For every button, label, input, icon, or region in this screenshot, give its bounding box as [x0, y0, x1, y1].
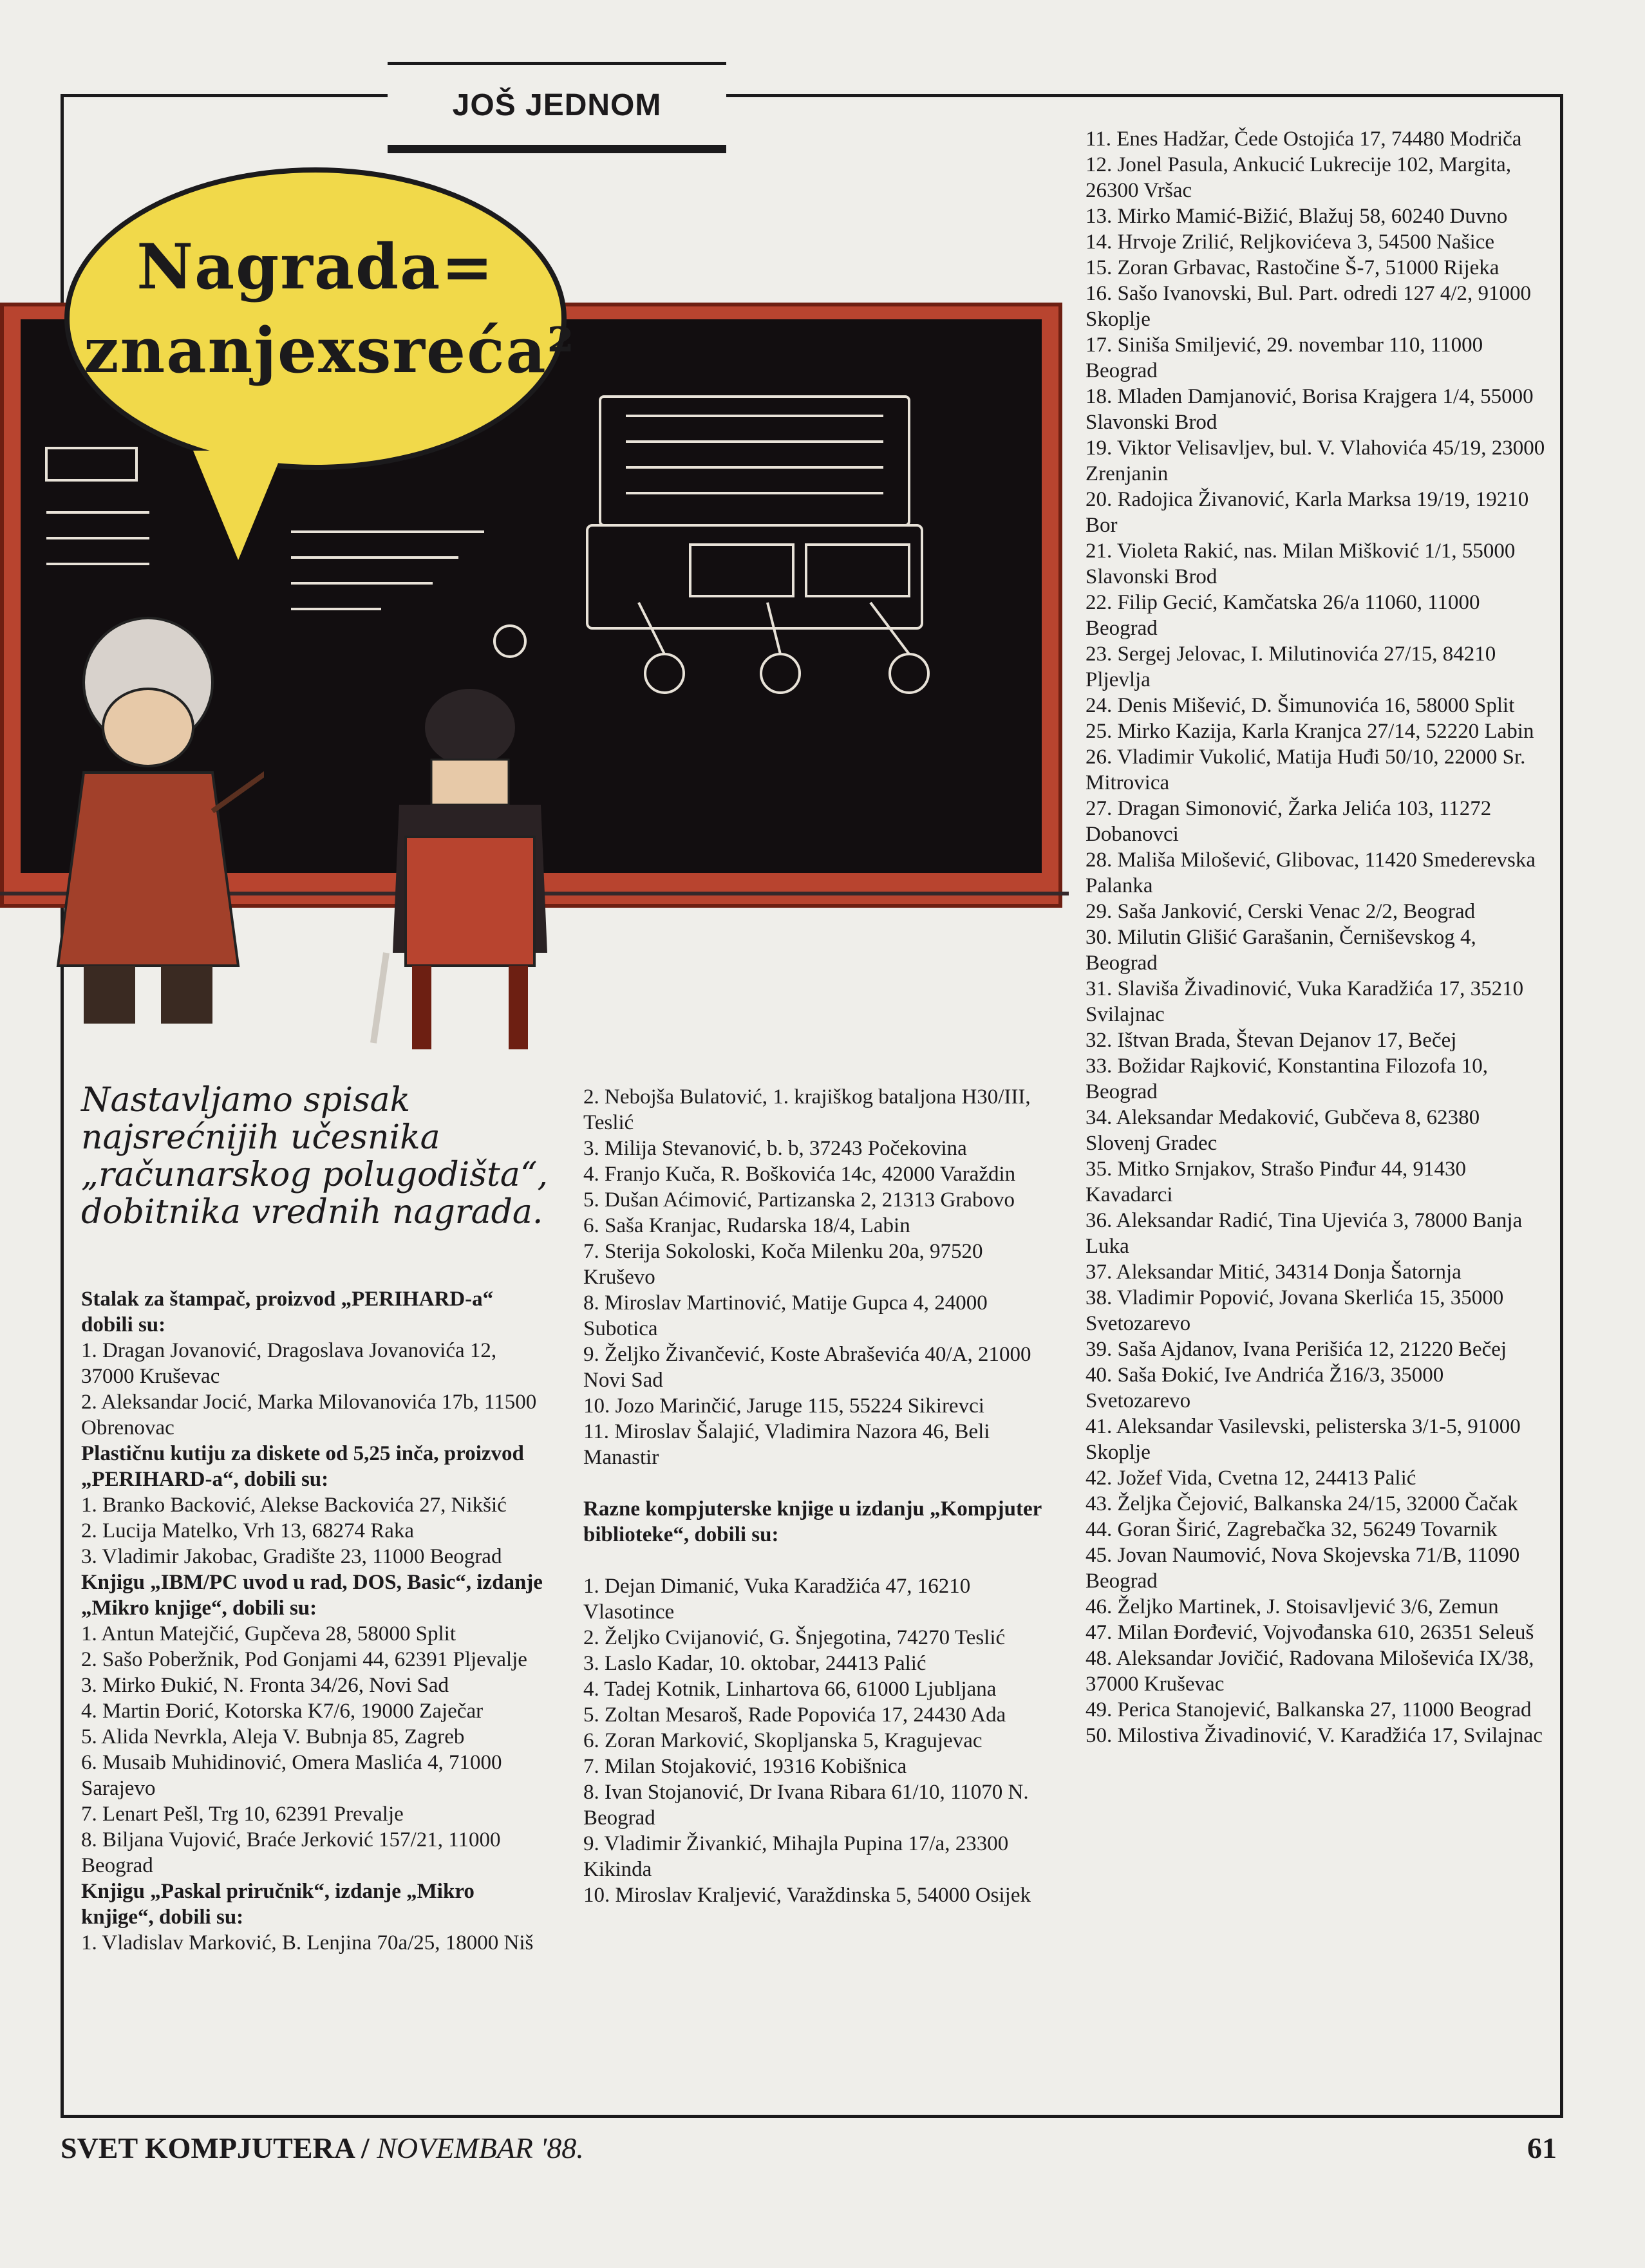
spacer: [583, 1470, 1044, 1496]
winner-entry: 14. Hrvoje Zrilić, Reljkovićeva 3, 54500 Našice: [1086, 230, 1495, 254]
winner-entry: 12. Jonel Pasula, Ankucić Lukrecije 102, Margita, 26300 Vršac: [1086, 153, 1512, 202]
magazine-name: SVET KOMPJUTERA /: [61, 2132, 370, 2164]
winner-entry: 5. Alida Nevrkla, Aleja V. Bubnja 85, Zagreb: [81, 1725, 465, 1748]
winner-entry: 9. Željko Živančević, Koste Abraševića 40/A, 21000 Novi Sad: [583, 1343, 1031, 1392]
winner-entry: 44. Goran Širić, Zagrebačka 32, 56249 Tovarnik: [1086, 1518, 1498, 1541]
winner-entry: 21. Violeta Rakić, nas. Milan Mišković 1/1, 55000 Slavonski Brod: [1086, 539, 1516, 588]
intro-text: Nastavljamo spisak najsrećnijih učesnika „računarskog polugodišta“, dobitnika vrednih nagrada.: [81, 1081, 549, 1232]
winner-entry: 4. Tadej Kotnik, Linhartova 66, 61000 Ljubljana: [583, 1678, 997, 1701]
winner-entry: 45. Jovan Naumović, Nova Skojevska 71/B, 11090 Beograd: [1086, 1544, 1520, 1593]
winner-entry: 26. Vladimir Vukolić, Matija Huđi 50/10, 22000 Sr. Mitrovica: [1086, 745, 1526, 794]
winner-entry: 36. Aleksandar Radić, Tina Ujevića 3, 78000 Banja Luka: [1086, 1209, 1523, 1258]
page-number: 61: [1527, 2132, 1557, 2164]
winner-entry: 17. Siniša Smiljević, 29. novembar 110, 11000 Beograd: [1086, 333, 1483, 382]
winner-entry: 22. Filip Gecić, Kamčatska 26/a 11060, 11000 Beograd: [1086, 591, 1480, 640]
illustration: [0, 155, 1082, 1069]
winner-entry: 2. Nebojša Bulatović, 1. krajiškog bataljona H30/III, Teslić: [583, 1085, 1031, 1134]
winner-entry: 35. Mitko Srnjakov, Strašo Pinđur 44, 91430 Kavadarci: [1086, 1157, 1466, 1206]
winner-entry: 1. Vladislav Marković, B. Lenjina 70a/25, 18000 Niš: [81, 1931, 534, 1954]
winner-entry: 6. Zoran Marković, Skopljanska 5, Kragujevac: [583, 1729, 982, 1752]
winner-entry: 48. Aleksandar Jovičić, Radovana Miloševića IX/38, 37000 Kruševac: [1086, 1647, 1534, 1696]
winner-entry: 2. Željko Cvijanović, G. Šnjegotina, 74270 Teslić: [583, 1626, 1006, 1649]
winner-entry: 46. Željko Martinek, J. Stoisavljević 3/6, Zemun: [1086, 1595, 1499, 1618]
issue-date: NOVEMBAR '88.: [377, 2132, 584, 2164]
winner-entry: 16. Sašo Ivanovski, Bul. Part. odredi 127 4/2, 91000 Skoplje: [1086, 282, 1532, 331]
winner-entry: 31. Slaviša Živadinović, Vuka Karadžića 17, 35210 Svilajnac: [1086, 977, 1524, 1026]
winner-entry: 39. Saša Ajdanov, Ivana Perišića 12, 21220 Bečej: [1086, 1338, 1507, 1361]
winner-entry: 11. Miroslav Šalajić, Vladimira Nazora 46, Beli Manastir: [583, 1420, 990, 1469]
winner-entry: 20. Radojica Živanović, Karla Marksa 19/19, 19210 Bor: [1086, 488, 1529, 537]
winner-entry: 7. Lenart Pešl, Trg 10, 62391 Prevalje: [81, 1803, 404, 1826]
winner-entry: 33. Božidar Rajković, Konstantina Filozofa 10, Beograd: [1086, 1054, 1489, 1103]
section-label: JOŠ JEDNOM: [388, 62, 726, 153]
winner-entry: 4. Franjo Kuča, R. Boškovića 14c, 42000 Varaždin: [583, 1163, 1016, 1186]
winner-entry: 5. Zoltan Mesaroš, Rade Popovića 17, 24430 Ada: [583, 1703, 1006, 1727]
winner-entry: 11. Enes Hadžar, Čede Ostojića 17, 74480 Modriča: [1086, 127, 1522, 151]
winner-entry: 7. Sterija Sokoloski, Koča Milenku 20a, 97520 Kruševo: [583, 1240, 983, 1289]
winner-entry: 6. Musaib Muhidinović, Omera Maslića 4, 71000 Sarajevo: [81, 1751, 502, 1800]
professor-figure: [32, 605, 264, 1056]
winner-entry: 25. Mirko Kazija, Karla Kranjca 27/14, 52220 Labin: [1086, 720, 1534, 743]
winner-entry: 47. Milan Đorđević, Vojvođanska 610, 26351 Seleuš: [1086, 1621, 1534, 1644]
winner-entry: 10. Jozo Marinčić, Jaruge 115, 55224 Sikirevci: [583, 1394, 984, 1418]
winner-entry: 2. Lucija Matelko, Vrh 13, 68274 Raka: [81, 1519, 415, 1542]
winner-entry: 5. Dušan Aćimović, Partizanska 2, 21313 Grabovo: [583, 1188, 1015, 1212]
winner-entry: 3. Mirko Đukić, N. Fronta 34/26, Novi Sad: [81, 1674, 449, 1697]
winner-entry: 41. Aleksandar Vasilevski, pelisterska 3/1-5, 91000 Skoplje: [1086, 1415, 1521, 1464]
winner-entry: 3. Laslo Kadar, 10. oktobar, 24413 Palić: [583, 1652, 926, 1675]
prize-heading: Knjigu „Paskal priručnik“, izdanje „Mikro knjige“, dobili su:: [81, 1880, 475, 1929]
speech-bubble-text: [84, 225, 576, 393]
winner-entry: 23. Sergej Jelovac, I. Milutinovića 27/15, 84210 Pljevlja: [1086, 642, 1496, 691]
winner-entry: 50. Milostiva Živadinović, V. Karadžića 17, Svilajnac: [1086, 1724, 1543, 1747]
bubble-line-2: znanjexsreća²: [84, 314, 576, 387]
prize-heading: Razne kompjuterske knjige u izdanju „Kompjuter biblioteke“, dobili su:: [583, 1497, 1042, 1546]
winner-entry: 30. Milutin Glišić Garašanin, Černiševskog 4, Beograd: [1086, 926, 1476, 975]
winner-entry: 24. Denis Mišević, D. Šimunovića 16, 58000 Split: [1086, 694, 1515, 717]
winner-entry: 1. Branko Backović, Alekse Backovića 27, Nikšić: [81, 1494, 507, 1517]
winner-entry: 18. Mladen Damjanović, Borisa Krajgera 1/4, 55000 Slavonski Brod: [1086, 385, 1534, 434]
winner-entry: 49. Perica Stanojević, Balkanska 27, 11000 Beograd: [1086, 1698, 1532, 1721]
winner-entry: 3. Vladimir Jakobac, Gradište 23, 11000 Beograd: [81, 1545, 502, 1568]
winner-entry: 8. Ivan Stojanović, Dr Ivana Ribara 61/10, 11070 N. Beograd: [583, 1781, 1029, 1830]
student-figure: [361, 682, 579, 1056]
speech-bubble-tail: [193, 451, 283, 560]
winner-entry: 2. Sašo Poberžnik, Pod Gonjami 44, 62391 Pljevalje: [81, 1648, 527, 1671]
winner-entry: 40. Saša Đokić, Ive Andrića Ž16/3, 35000 Svetozarevo: [1086, 1364, 1444, 1412]
winner-entry: 7. Milan Stojaković, 19316 Kobišnica: [583, 1755, 907, 1778]
winner-entry: 8. Miroslav Martinović, Matije Gupca 4, 24000 Subotica: [583, 1291, 988, 1340]
spacer: [583, 1548, 1044, 1573]
prize-heading: Knjigu „IBM/PC uvod u rad, DOS, Basic“, izdanje „Mikro knjige“, dobili su:: [81, 1571, 543, 1620]
bubble-line-1: Nagrada=: [136, 230, 494, 303]
winner-entry: 6. Saša Kranjac, Rudarska 18/4, Labin: [583, 1214, 910, 1237]
winner-entry: 28. Mališa Milošević, Glibovac, 11420 Smederevska Palanka: [1086, 848, 1536, 897]
winner-entry: 19. Viktor Velisavljev, bul. V. Vlahovića 45/19, 23000 Zrenjanin: [1086, 436, 1545, 485]
winner-entry: 34. Aleksandar Medaković, Gubčeva 8, 62380 Slovenj Gradec: [1086, 1106, 1480, 1155]
winner-entry: 1. Antun Matejčić, Gupčeva 28, 58000 Split: [81, 1622, 456, 1645]
winner-entry: 10. Miroslav Kraljević, Varaždinska 5, 54000 Osijek: [583, 1884, 1031, 1907]
winner-entry: 4. Martin Đorić, Kotorska K7/6, 19000 Zaječar: [81, 1700, 484, 1723]
winner-entry: 3. Milija Stevanović, b. b, 37243 Počekovina: [583, 1137, 967, 1160]
column-3: [1086, 126, 1548, 1748]
winner-entry: 43. Željka Čejović, Balkanska 24/15, 32000 Čačak: [1086, 1492, 1518, 1515]
prize-heading: Stalak za štampač, proizvod „PERIHARD-a“ dobili su:: [81, 1288, 494, 1336]
winner-entry: 1. Dragan Jovanović, Dragoslava Jovanovića 12, 37000 Kruševac: [81, 1339, 497, 1388]
winner-entry: 38. Vladimir Popović, Jovana Skerlića 15, 35000 Svetozarevo: [1086, 1286, 1504, 1335]
winner-entry: 9. Vladimir Živankić, Mihajla Pupina 17/a, 23300 Kikinda: [583, 1832, 1009, 1881]
winner-entry: 13. Mirko Mamić-Bižić, Blažuj 58, 60240 Duvno: [1086, 205, 1508, 228]
winner-entry: 15. Zoran Grbavac, Rastočine Š-7, 51000 Rijeka: [1086, 256, 1499, 279]
winner-entry: 27. Dragan Simonović, Žarka Jelića 103, 11272 Dobanovci: [1086, 797, 1492, 846]
winner-entry: 29. Saša Janković, Cerski Venac 2/2, Beograd: [1086, 900, 1476, 923]
column-2: [583, 1084, 1044, 1908]
column-1: [81, 1286, 545, 1956]
winner-entry: 37. Aleksandar Mitić, 34314 Donja Šatornja: [1086, 1261, 1462, 1284]
winner-entry: 8. Biljana Vujović, Braće Jerković 157/21, 11000 Beograd: [81, 1828, 501, 1877]
winner-entry: 42. Jožef Vida, Cvetna 12, 24413 Palić: [1086, 1467, 1416, 1490]
winner-entry: 2. Aleksandar Jocić, Marka Milovanovića 17b, 11500 Obrenovac: [81, 1391, 537, 1439]
prize-heading: Plastičnu kutiju za diskete od 5,25 inča, proizvod „PERIHARD-a“, dobili su:: [81, 1442, 524, 1491]
footer-magazine: [61, 2131, 584, 2165]
winner-entry: 1. Dejan Dimanić, Vuka Karadžića 47, 16210 Vlasotince: [583, 1575, 971, 1624]
winner-entry: 32. Ištvan Brada, Števan Dejanov 17, Bečej: [1086, 1029, 1457, 1052]
